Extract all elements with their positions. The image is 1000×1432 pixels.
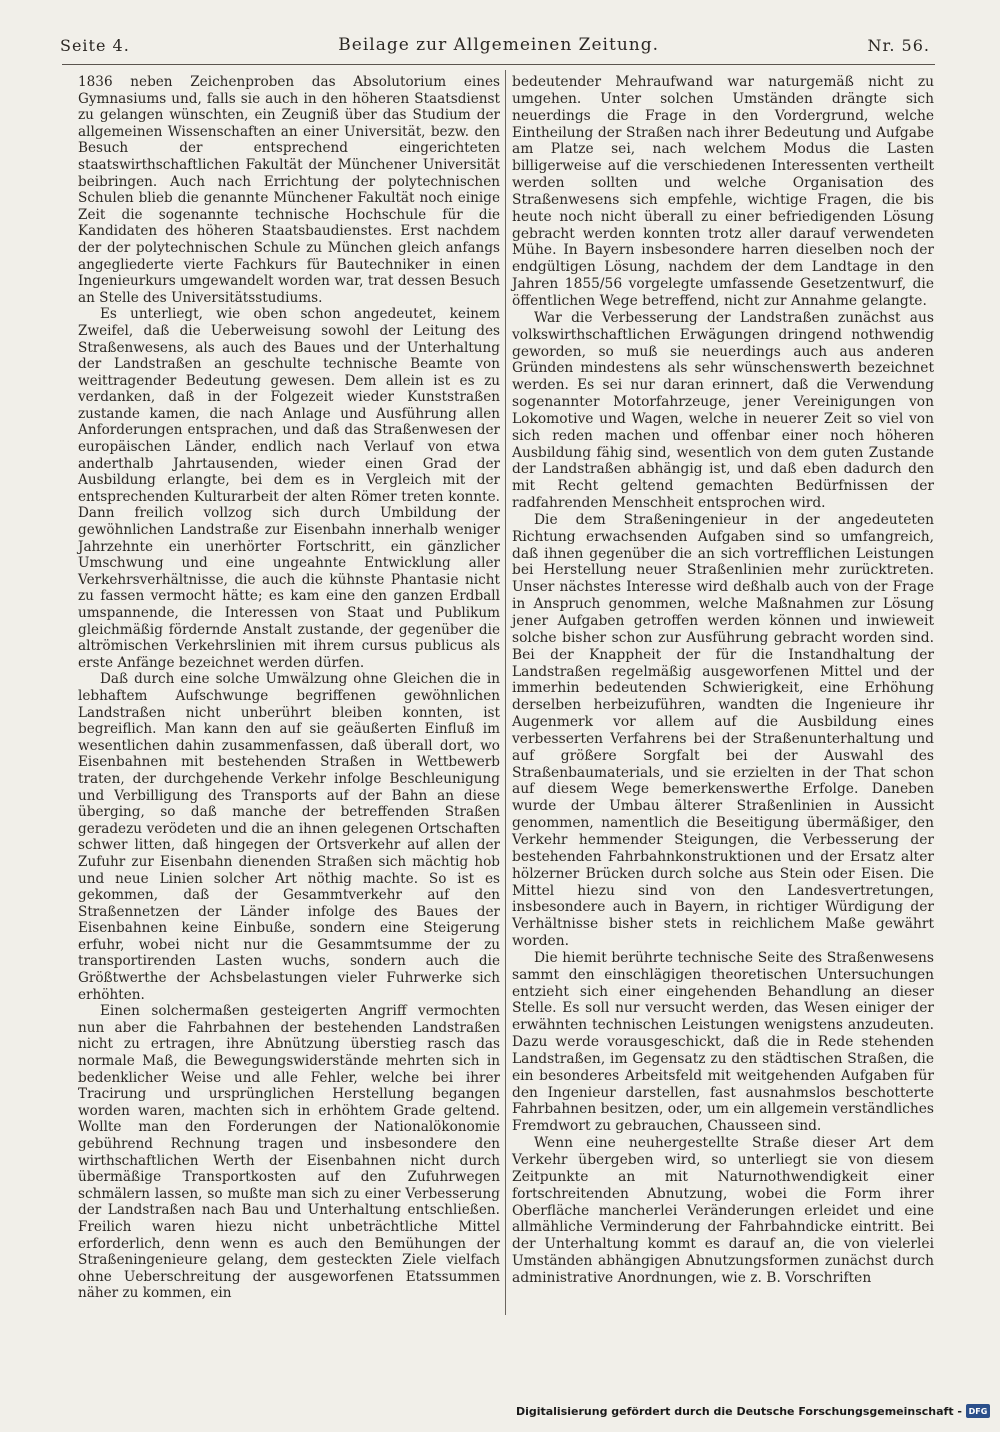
paragraph: 1836 neben Zeichenproben das Absolutorium eines Gymnasiums und, falls sie auch in den höheren Staatsdienst zu gelangen wünschten, ein Zeugniß über das Studium der allgemeinen Wissenschaften an einer Universität, bezw. den Besuch der entsprechend eingerichteten staatswirthschaftlichen Fakultät der Münchener Universität beibringen. Auch nach Errichtung der polytechnischen Schulen blieb die genannte Münchener Fakultät noch einige Zeit die sogenannte technische Hochschule für die Kandidaten des höheren Staatsbaudienstes. Erst nachdem der der polytechnischen Schule zu München gleich anfangs angegliederte vierte Fachkurs für Bautechniker in einen Ingenieurkurs umgewandelt worden war, trat dessen Besuch an Stelle des Universitätsstudiums. <box>78 74 500 306</box>
paragraph: bedeutender Mehraufwand war naturgemäß nicht zu umgehen. Unter solchen Umständen drängte sich neuerdings die Frage in den Vordergrund, welche Eintheilung der Straßen nach ihrer Bedeutung und Aufgabe am Platze sei, nach welchem Modus die Lasten billigerweise auf die verschiedenen Interessenten vertheilt werden sollten und welche Organisation des Straßenwesens sich empfehle, wichtige Fragen, die bis heute noch nicht überall zu einer befriedigenden Lösung gebracht werden konnten trotz aller darauf verwendeten Mühe. In Bayern insbesondere harren dieselben noch der endgültigen Lösung, nachdem der dem Landtage in den Jahren 1855/56 vorgelegte umfassende Gesetzentwurf, die öffentlichen Wege betreffend, nicht zur Annahme gelangte. <box>512 74 934 309</box>
page-number: Seite 4. <box>60 35 130 55</box>
paragraph: Wenn eine neuhergestellte Straße dieser Art dem Verkehr übergeben wird, so unterliegt sie von diesem Zeitpunkte an mit Naturnothwendigkeit einer fortschreitenden Abnutzung, wobei die Form ihrer Oberfläche mancherlei Veränderungen erleidet und eine allmähliche Verminderung der Fahrbahndicke eintritt. Bei der Unterhaltung kommt es darauf an, die von vielerlei Umständen abhängigen Abnutzungsformen zunächst durch administrative Anordnungen, wie z. B. Vorschriften <box>512 1135 934 1286</box>
digitization-credit <box>516 1402 990 1420</box>
paragraph: War die Verbesserung der Landstraßen zunächst aus volkswirthschaftlichen Erwägungen dringend nothwendig geworden, so muß sie neuerdings auch aus anderen Gründen mindestens als sehr wünschenswerth bezeichnet werden. Es sei nur daran erinnert, daß die Verwendung sogenannter Motorfahrzeuge, jener Vereinigungen von Lokomotive und Wagen, welche in neuerer Zeit so viel von sich reden machen und offenbar einer noch höheren Ausbildung fähig sind, wesentlich von dem guten Zustande der Landstraßen abhängig ist, und daß eben dadurch den mit Recht geltend gemachten Bedürfnissen der radfahrenden Menschheit entsprochen wird. <box>512 309 934 512</box>
header-rule <box>62 64 935 65</box>
paragraph: Die hiemit berührte technische Seite des Straßenwesens sammt den einschlägigen theoretischen Untersuchungen entzieht sich einer eingehenden Behandlung an dieser Stelle. Es soll nur versucht werden, das Wesen einiger der erwähnten technischen Leistungen wenigstens anzudeuten. Dazu werde vorausgeschickt, daß die in Rede stehenden Landstraßen, im Gegensatz zu den städtischen Straßen, die ein besonderes Arbeitsfeld mit weitgehenden Aufgaben für den Ingenieur darstellen, fast ausnahmslos beschotterte Fahrbahnen besitzen, oder, um ein allgemein verständliches Fremdwort zu gebrauchen, Chausseen sind. <box>512 949 934 1135</box>
paragraph: Die dem Straßeningenieur in der angedeuteten Richtung erwachsenden Aufgaben sind so umfangreich, daß ihnen gegenüber die an sich vortrefflichen Leistungen bei Herstellung neuer Straßenlinien mehr zurücktreten. Unser nächstes Interesse wird deßhalb auch von der Frage in Anspruch genommen, welche Maßnahmen zur Lösung jener Aufgaben getroffen werden können und inwieweit solche bisher schon zur Ausführung gebracht worden sind. Bei der Knappheit der für die Instandhaltung der Landstraßen regelmäßig ausgeworfenen Mittel und der immerhin bedeutenden Schwierigkeit, eine Erhöhung derselben herbeizuführen, wandten die Ingenieure ihr Augenmerk vor allem auf die Ausbildung eines verbesserten Verfahrens bei der Straßenunterhaltung und auf größere Sorgfalt bei der Auswahl des Straßenbaumaterials, und sie erzielten in der That schon auf diesem Wege bemerkenswerthe Erfolge. Daneben wurde der Umbau älterer Straßenlinien in Aussicht genommen, namentlich die Beseitigung übermäßiger, den Verkehr hemmender Steigungen, die Verbesserung der bestehenden Fahrbahnkonstruktionen und der Ersatz alter hölzerner Brücken durch solche aus Stein oder Eisen. Die Mittel hiezu sind von den Landesvertretungen, insbesondere auch in Bayern, in richtiger Würdigung der Verhältnisse bisher stets in reichlichem Maße gewährt worden. <box>512 511 934 950</box>
publication-title: Beilage zur Allgemeinen Zeitung. <box>338 35 660 55</box>
paragraph: Es unterliegt, wie oben schon angedeutet, keinem Zweifel, daß die Ueberweisung sowohl der Leitung des Straßenwesens, als auch des Baues und der Unterhaltung der Landstraßen an geschulte technische Beamte von weittragender Bedeutung gewesen. Dem allein ist es zu verdanken, daß in der Folgezeit wieder Kunststraßen zustande kamen, die nach Anlage und Ausführung allen Anforderungen entsprachen, und daß das Straßenwesen der europäischen Länder, endlich nach Verlauf von etwa anderthalb Jahrtausenden, wieder einen Grad der Ausbildung erlangte, bei dem es in Vergleich mit der entsprechenden Kulturarbeit der alten Römer treten konnte. Dann freilich vollzog sich durch Umbildung der gewöhnlichen Landstraße zur Eisenbahn innerhalb weniger Jahrzehnte ein unerhörter Fortschritt, ein gänzlicher Umschwung und eine ungeahnte Entwicklung aller Verkehrsverhältnisse, die auch die kühnste Phantasie nicht zu fassen vermocht hätte; es kam eine den ganzen Erdball umspannende, die Interessen von Staat und Publikum gleichmäßig fördernde Anstalt zustande, der gegenüber die altrömischen Verkehrslinien mit ihrem cursus publicus als erste Anfänge bezeichnet werden dürfen. <box>78 306 500 671</box>
paragraph: Einen solchermaßen gesteigerten Angriff vermochten nun aber die Fahrbahnen der bestehenden Landstraßen nicht zu ertragen, ihre Abnützung überstieg rasch das normale Maß, die Bewegungswiderstände mehrten sich in bedenklicher Weise und alle Fehler, welche bei ihrer Tracirung und ursprünglichen Herstellung begangen worden waren, machten sich in erhöhtem Grade geltend. Wollte man den Forderungen der Nationalökonomie gebührend Rechnung tragen und insbesondere den wirthschaftlichen Werth der Eisenbahnen nicht durch übermäßige Transportkosten auf den Zufuhrwegen schmälern lassen, so mußte man sich zu einer Verbesserung der Landstraßen nach Bau und Unterhaltung entschließen. Freilich waren hiezu nicht unbeträchtliche Mittel erforderlich, denn wenn es auch den Bemühungen der Straßeningenieure gelang, dem gesteckten Ziele vielfach ohne Ueberschreitung der ausgeworfenen Etatssummen näher zu kommen, ein <box>78 1003 500 1302</box>
paragraph: Daß durch eine solche Umwälzung ohne Gleichen die in lebhaftem Aufschwunge begriffenen gewöhnlichen Landstraßen nicht unberührt bleiben konnten, ist begreiflich. Man kann den auf sie geäußerten Einfluß im wesentlichen dahin zusammenfassen, daß überall dort, wo Eisenbahnen mit bestehenden Straßen in Wettbewerb traten, der durchgehende Verkehr infolge Beschleunigung und Verbilligung des Transports auf der Bahn an diese überging, so daß manche der betreffenden Straßen geradezu verödeten und die an ihnen gelegenen Ortschaften schwer litten, daß hingegen der Ortsverkehr auf allen der Zufuhr zur Eisenbahn dienenden Straßen sich mächtig hob und neue Linien solcher Art nöthig machte. So ist es gekommen, daß der Gesammtverkehr auf den Straßennetzen der Länder infolge des Baues der Eisenbahnen keine Einbuße, sondern eine Steigerung erfuhr, wobei nicht nur die Gesammtsumme der zu transportirenden Lasten wuchs, sondern auch die Größtwerthe der Achsbelastungen vieler Fuhrwerke sich erhöhten. <box>78 671 500 1003</box>
issue-number: Nr. 56. <box>867 35 930 55</box>
left-column <box>78 74 500 1302</box>
right-column <box>512 74 934 1287</box>
dfg-logo-icon: DFG <box>966 1404 990 1418</box>
column-divider <box>505 70 506 1315</box>
page-header <box>60 30 930 60</box>
credit-text: Digitalisierung gefördert durch die Deutsche Forschungsgemeinschaft - <box>515 1404 962 1418</box>
